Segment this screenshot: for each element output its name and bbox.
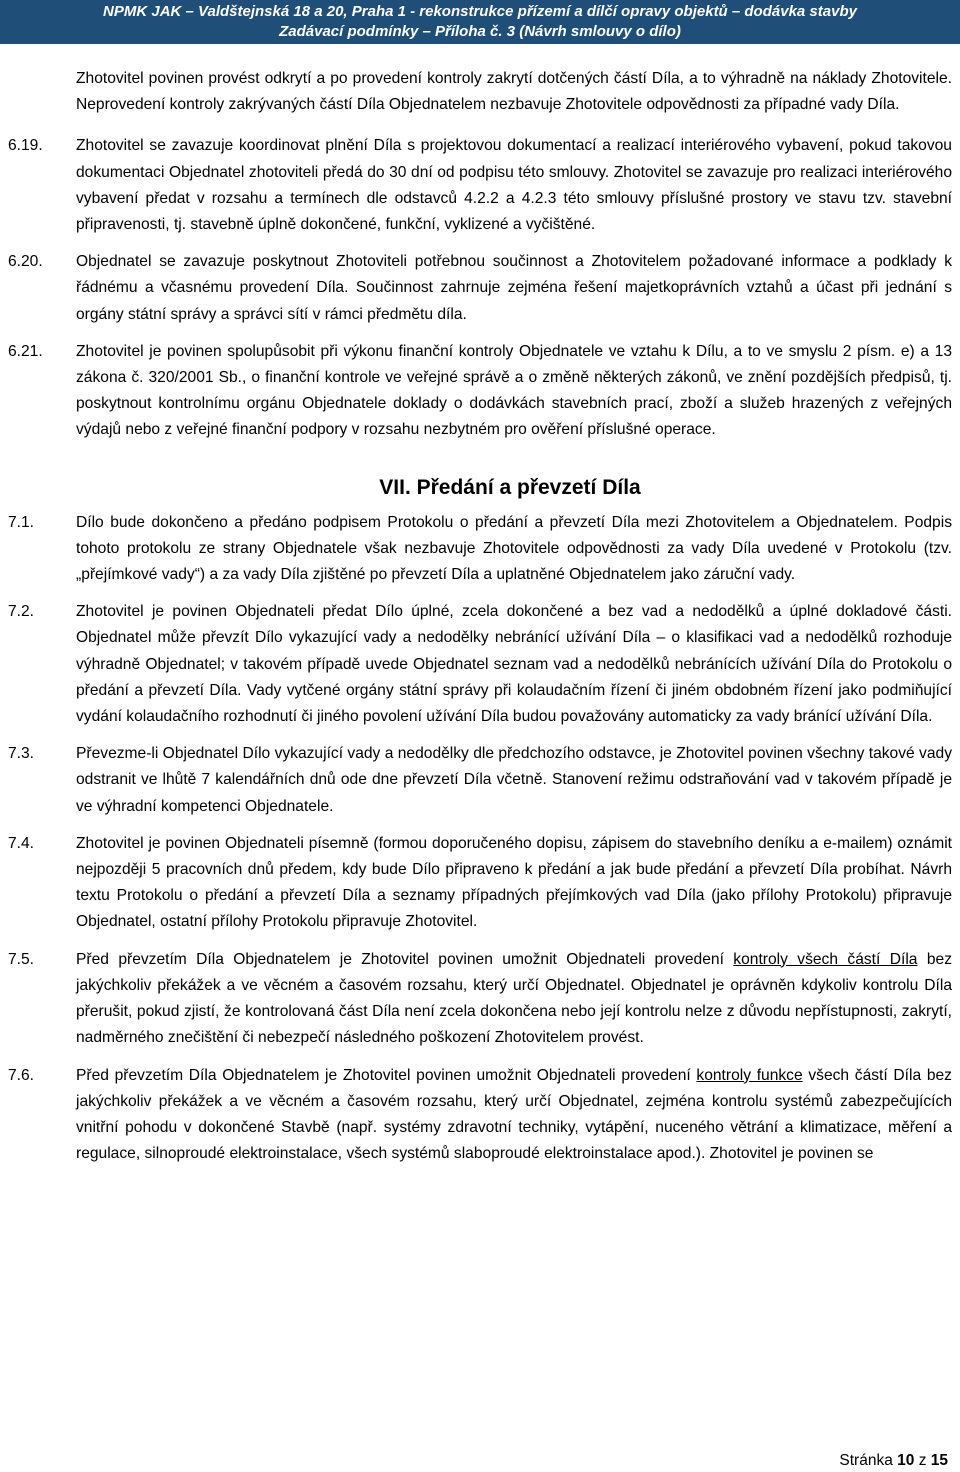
clause-text-start: Před převzetím Díla Objednatelem je Zhotovitel povinen umožnit Objednateli provedení (76, 1066, 697, 1084)
clause (8, 339, 952, 444)
clause (8, 599, 952, 730)
page-total: 15 (930, 1452, 948, 1469)
intro-paragraph: Zhotovitel povinen provést odkrytí a po provedení kontroly zakrytí dotčených částí Díla, a to výhradně na náklady Zhotovitele. Neprovedení kontroly zakrývaných částí Díla Objednatelem nezbavuje Zhotovitele odpovědnosti za případné vady Díla. (76, 70, 952, 114)
clause-text: Objednatel se zavazuje poskytnout Zhotoviteli potřebnou součinnost a Zhotovitelem požadované informace a podklady k řádnému a včasnému provedení Díla. Součinnost zahrnuje zejména řešení majetkoprávních vztahů a účast při jednání s orgány státní správy a správci sítí v rámci předmětu díla. (76, 253, 952, 323)
page-header (0, 0, 960, 44)
clause (8, 510, 952, 589)
clause-number: 7.3. (8, 745, 35, 763)
clause (8, 133, 952, 238)
clause (8, 741, 952, 820)
section-heading: VII. Předání a převzetí Díla (379, 475, 641, 499)
page-footer (839, 1451, 948, 1471)
page-of: z (918, 1452, 927, 1469)
clause-number: 6.19. (8, 137, 43, 155)
clause (8, 249, 952, 328)
header-line-1: NPMK JAK – Valdštejnská 18 a 20, Praha 1 - rekonstrukce přízemí a dílčí opravy objektů – dodávka stavby (103, 3, 857, 20)
clause (8, 1063, 952, 1168)
clause-text: Dílo bude dokončeno a předáno podpisem Protokolu o předání a převzetí Díla mezi Zhotovitelem a Objednatelem. Podpis tohoto protokolu ze strany Objednatele však nezbavuje Zhotovitele odpovědnosti za vady Díla uvedené v Protokolu (tzv. „přejímkové vady“) a za vady Díla zjištěné po převzetí Díla a uplatněné Objednatelem jako záruční vady. (76, 513, 952, 584)
clause-text: Zhotovitel je povinen Objednateli předat Dílo úplné, zcela dokončené a bez vad a nedodělků a úplné dokladové části. Objednatel může převzít Dílo vykazující vady a nedodělky nebránící užívání Díla – o klasifikaci vad a nedodělků rozhoduje výhradně Objednatel; v takovém případě uvede Objednatel seznam vad a nedodělků nebránících užívání Díla do Protokolu o předání a převzetí Díla. Vady vytčené orgány státní správy při kolaudačním řízení či jiném obdobném řízení jako podmiňující vydání kolaudačního rozhodnutí či jiného povolení užívání Díla budou považovány automaticky za vady bránící užívání Díla. (76, 603, 952, 726)
clause-number: 7.5. (8, 950, 35, 968)
clause-text: Zhotovitel je povinen Objednateli písemně (formou doporučeného dopisu, zápisem do stavebního deníku a e-mailem) oznámit nejpozději 5 pracovních dnů předem, kdy bude Dílo připraveno k předání a jak bude předání a převzetí Díla probíhat. Návrh textu Protokolu o předání a převzetí Díla a seznamy případných přejímkových vad Díla (jako přílohy Protokolu) připravuje Objednatel, ostatní přílohy Protokolu připravuje Zhotovitel. (76, 834, 952, 931)
clause (8, 831, 952, 936)
clause-text-end: bez jakýchkoliv překážek a ve věcném a časovém rozsahu, který určí Objednatel. Objednatel je oprávněn kdykoliv kontrolu Díla přerušit, pokud zjistí, že kontrolovaná část Díla není zcela dokončena nebo její kontrolu nelze z důvodu nepřístupnosti, zakrytí, nadměrného znečištění či nebezpečí následného poškození Zhotovitelem provést. (76, 950, 952, 1047)
clause-number: 7.1. (8, 513, 35, 531)
clause-text: Zhotovitel se zavazuje koordinovat plnění Díla s projektovou dokumentací a realizací interiérového vybavení, pokud takovou dokumentaci Objednatel zhotoviteli předá do 30 dní od podpisu této smlouvy. Zhotovitel se zavazuje pro realizaci interiérového vybavení předat v rozsahu a termínech dle odstavců 4.2.2 a 4.2.3 této smlouvy příslušné prostory ve stavu tzv. stavební připravenosti, tj. stavebně úplně dokončené, funkční, vyklizené a vyčištěné. (76, 137, 952, 234)
clause-text-end: všech částí Díla bez jakýchkoliv překážek a ve věcném a časovém rozsahu, který určí Objednatel, zejména kontrolu systémů zabezpečujících vnitřní pohodu v dokončené Stavbě (např. systémy zdravotní techniky, vytápění, nuceného větrání a klimatizace, měření a regulace, silnoproudé elektroinstalace, všech systémů slaboproudé elektroinstalace apod.). Zhotovitel je povinen se (76, 1066, 952, 1163)
document-body (8, 66, 952, 1178)
clause-underlined-text: kontroly funkce (696, 1066, 803, 1084)
clause-text: Převezme-li Objednatel Dílo vykazující vady a nedodělky dle předchozího odstavce, je Zhotovitel povinen všechny takové vady odstranit ve lhůtě 7 kalendářních dnů ode dne převzetí Díla včetně. Stanovení režimu odstraňování vad v takovém případě je ve výhradní kompetenci Objednatele. (76, 745, 952, 815)
page-number: 10 (897, 1452, 915, 1469)
clause-number: 6.21. (8, 342, 43, 360)
clause-underlined-text: kontroly všech částí Díla (733, 950, 918, 968)
clause-number: 7.6. (8, 1066, 35, 1084)
clause-number: 6.20. (8, 253, 43, 271)
clause-number: 7.2. (8, 603, 35, 621)
clause-text: Zhotovitel je povinen spolupůsobit při výkonu finanční kontroly Objednatele ve vztahu k Dílu, a to ve smyslu 2 písm. e) a 13 zákona č. 320/2001 Sb., o finanční kontrole ve veřejné správě a o změně některých zákonů, ve znění pozdějších předpisů, tj. poskytnout kontrolnímu orgánu Objednatele doklady o dodávkách stavebních prací, zboží a služeb hrazených z veřejných výdajů nebo z veřejné finanční podpory v rozsahu nezbytném pro ověření příslušné operace. (76, 342, 952, 439)
clause (8, 947, 952, 1052)
header-line-2: Zadávací podmínky – Příloha č. 3 (Návrh smlouvy o dílo) (279, 23, 681, 40)
page-label: Stránka (839, 1452, 893, 1469)
clause-text-start: Před převzetím Díla Objednatelem je Zhotovitel povinen umožnit Objednateli provedení (76, 950, 734, 968)
clause-number: 7.4. (8, 834, 35, 852)
